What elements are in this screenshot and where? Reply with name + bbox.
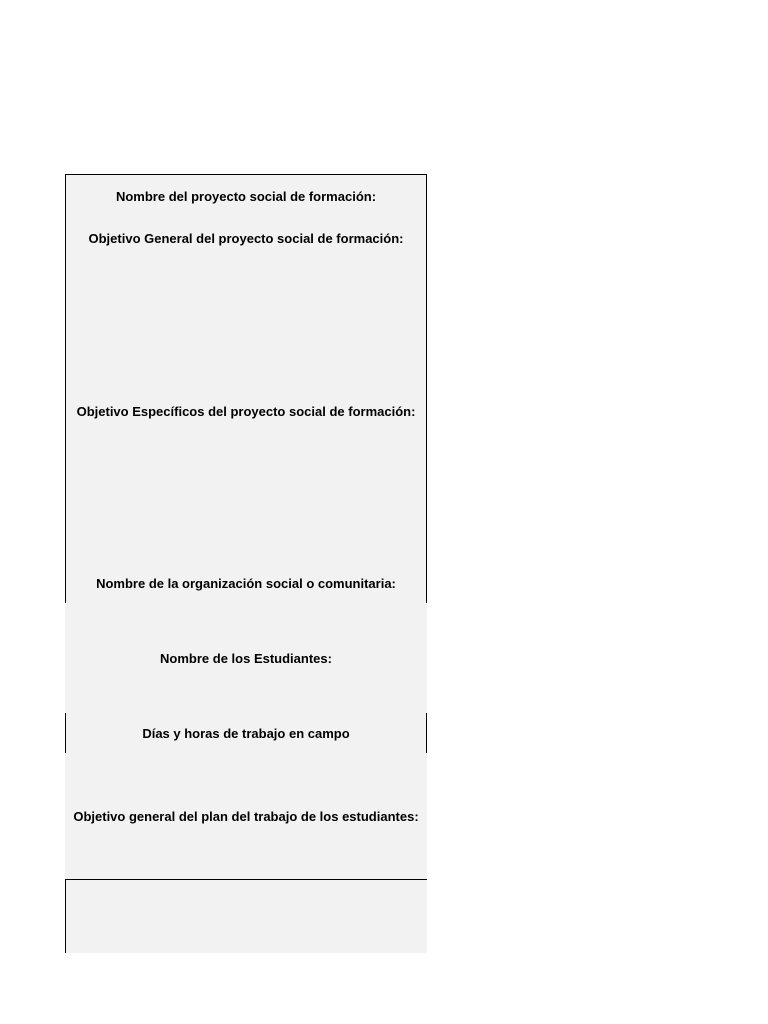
organization-name-label: Nombre de la organización social o comunitaria: bbox=[96, 575, 396, 591]
field-schedule-cell bbox=[65, 713, 427, 754]
students-plan-objective-label: Objetivo general del plan del trabajo de los estudiantes: bbox=[73, 809, 419, 824]
project-name-label: Nombre del proyecto social de formación: bbox=[115, 188, 377, 204]
empty-field-cell bbox=[65, 879, 427, 953]
students-names-cell bbox=[65, 603, 427, 714]
project-name-cell bbox=[65, 174, 427, 218]
general-objective-label: Objetivo General del proyecto social de formación: bbox=[88, 231, 404, 246]
organization-name-cell bbox=[65, 563, 427, 604]
students-names-label: Nombre de los Estudiantes: bbox=[160, 650, 332, 666]
specific-objectives-label: Objetivo Específicos del proyecto social de formación: bbox=[76, 404, 416, 419]
field-schedule-label: Días y horas de trabajo en campo bbox=[142, 725, 350, 741]
general-objective-cell bbox=[65, 217, 427, 261]
students-plan-objective-cell bbox=[65, 753, 427, 880]
specific-objectives-cell bbox=[65, 260, 427, 564]
